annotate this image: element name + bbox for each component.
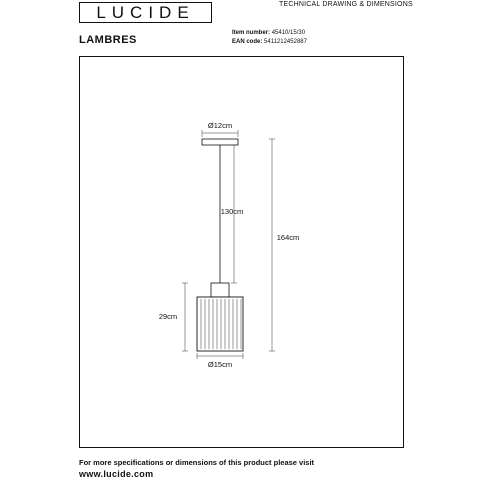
product-name: LAMBRES xyxy=(79,34,137,46)
item-number-value: 45410/15/30 xyxy=(271,30,306,36)
canopy-plate xyxy=(202,139,238,145)
cable-length-label: 130cm xyxy=(220,207,244,216)
shade-diameter-label: Ø15cm xyxy=(207,360,233,369)
footer-more-info: For more specifications or dimensions of this product please visit xyxy=(79,458,315,467)
shade-height-label: 29cm xyxy=(158,312,178,321)
shade-height-dimension xyxy=(159,283,188,351)
item-number-label: Item number: xyxy=(232,30,271,36)
ean-label: EAN code: xyxy=(232,39,263,45)
canopy-diameter-dimension xyxy=(202,121,238,137)
lamp-shade xyxy=(197,297,243,351)
ean-value: 5411212452887 xyxy=(264,39,307,45)
logo-text: LUCIDE xyxy=(96,3,195,22)
canopy-diameter-label: Ø12cm xyxy=(207,121,233,130)
footer-website-link[interactable]: www.lucide.com xyxy=(79,469,154,479)
cable-length-dimension xyxy=(221,145,244,283)
document-type: TECHNICAL DRAWING & DIMENSIONS xyxy=(279,1,413,8)
total-height-dimension xyxy=(269,139,299,351)
shade-diameter-dimension xyxy=(197,353,243,369)
socket-holder xyxy=(211,283,229,297)
total-height-label: 164cm xyxy=(276,233,300,242)
